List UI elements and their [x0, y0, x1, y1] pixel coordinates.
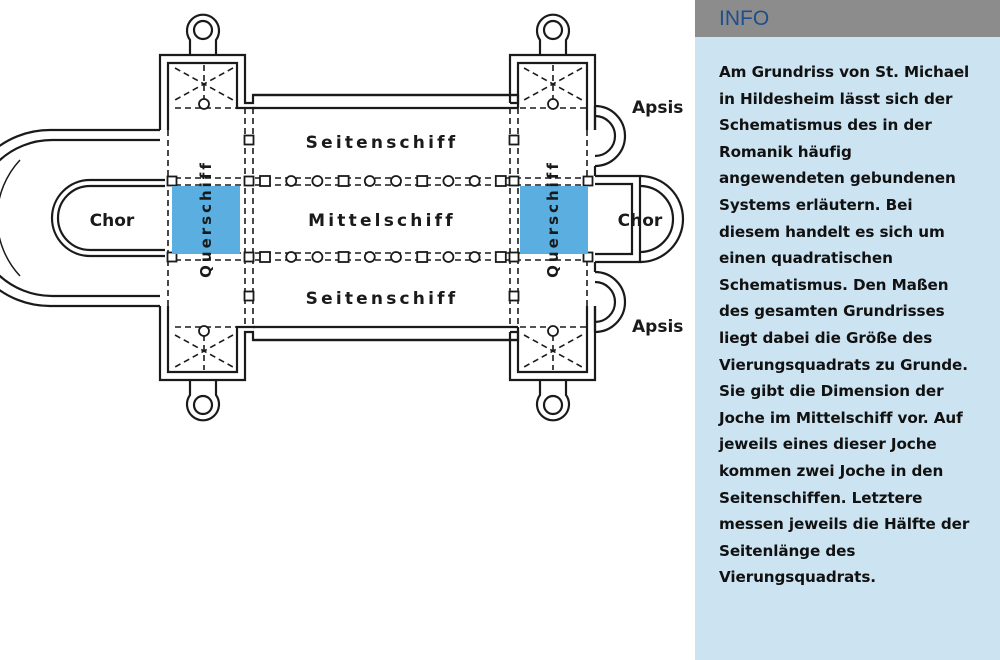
pillar: [245, 253, 254, 262]
west-tower-bottom-inner: [194, 396, 212, 414]
west-transept-wall: [160, 55, 518, 130]
label-chor-east: Chor: [617, 211, 663, 231]
east-apse-top-inner: [595, 116, 615, 156]
west-apse-inner: [0, 140, 160, 296]
label-seitenschiff-bottom: Seitenschiff: [305, 289, 459, 309]
info-panel: [695, 0, 1000, 660]
label-mittelschiff: Mittelschiff: [308, 211, 456, 231]
arcade-pillar: [417, 252, 427, 262]
column: [199, 326, 209, 336]
west-transept-wall-bottom-inner: [168, 306, 255, 372]
arcade-column: [365, 252, 375, 262]
column: [548, 99, 558, 109]
pillar: [245, 177, 254, 186]
arcade-column: [286, 176, 296, 186]
pillar: [245, 136, 254, 145]
label-apsis-top: Apsis: [632, 98, 684, 118]
west-transept-wall-inner: [168, 63, 255, 130]
arcade-column: [443, 176, 453, 186]
east-tower-bottom-inner: [544, 396, 562, 414]
east-apse-bottom-inner: [595, 282, 615, 322]
arcade-column: [391, 252, 401, 262]
arcade-pillar: [496, 252, 506, 262]
arcade-column: [312, 176, 322, 186]
arcade-pillar: [260, 252, 270, 262]
pillar: [510, 136, 519, 145]
east-apse-top: [595, 106, 625, 166]
west-apse-outer: [0, 130, 160, 306]
arcade-column: [470, 252, 480, 262]
arcade-pillar: [260, 176, 270, 186]
west-tower-top-inner: [194, 21, 212, 39]
east-apse-bottom: [595, 272, 625, 332]
label-seitenschiff-top: Seitenschiff: [305, 133, 459, 153]
info-body-text: Am Grundriss von St. Michael in Hildesheim lässt sich der Schematismus des in der Romanik häufig angewendeten gebundenen Systems erläutern. Bei diesem handelt es sich um einen quadratischen Schematismus. Den Maßen des gesamten Grundrisses liegt dabei die Größe des Vierungsquadrats zu Grunde. Sie gibt die Dimension der Joche im Mittelschiff vor. Auf jeweils eines dieser Joche kommen zwei Joche in den Seitenschiffen. Letztere messen jeweils die Hälfte der Seitenlänge des Vierungsquadrats.: [719, 63, 970, 587]
label-querschiff-west: Querschiff: [197, 160, 215, 278]
arcade-pillar: [339, 176, 349, 186]
label-chor-west: Chor: [89, 211, 135, 231]
east-tower-top-inner: [544, 21, 562, 39]
pillar: [584, 177, 593, 186]
west-transept-wall-bottom: [160, 306, 518, 380]
arcade-pillar: [339, 252, 349, 262]
column: [548, 326, 558, 336]
pillar: [510, 177, 519, 186]
column: [199, 99, 209, 109]
pillar: [510, 292, 519, 301]
label-querschiff-east: Querschiff: [544, 160, 562, 278]
arcade-column: [443, 252, 453, 262]
arcade-column: [286, 252, 296, 262]
arcade-column: [470, 176, 480, 186]
pillar: [245, 292, 254, 301]
pillar: [510, 253, 519, 262]
info-header: INFO: [695, 0, 1000, 37]
pillar: [168, 177, 177, 186]
label-apsis-bottom: Apsis: [632, 317, 684, 337]
arcade-pillar: [417, 176, 427, 186]
arcade-column: [391, 176, 401, 186]
arcade-pillar: [496, 176, 506, 186]
arcade-column: [312, 252, 322, 262]
west-apse-scallop: [0, 160, 20, 276]
arcade-column: [365, 176, 375, 186]
